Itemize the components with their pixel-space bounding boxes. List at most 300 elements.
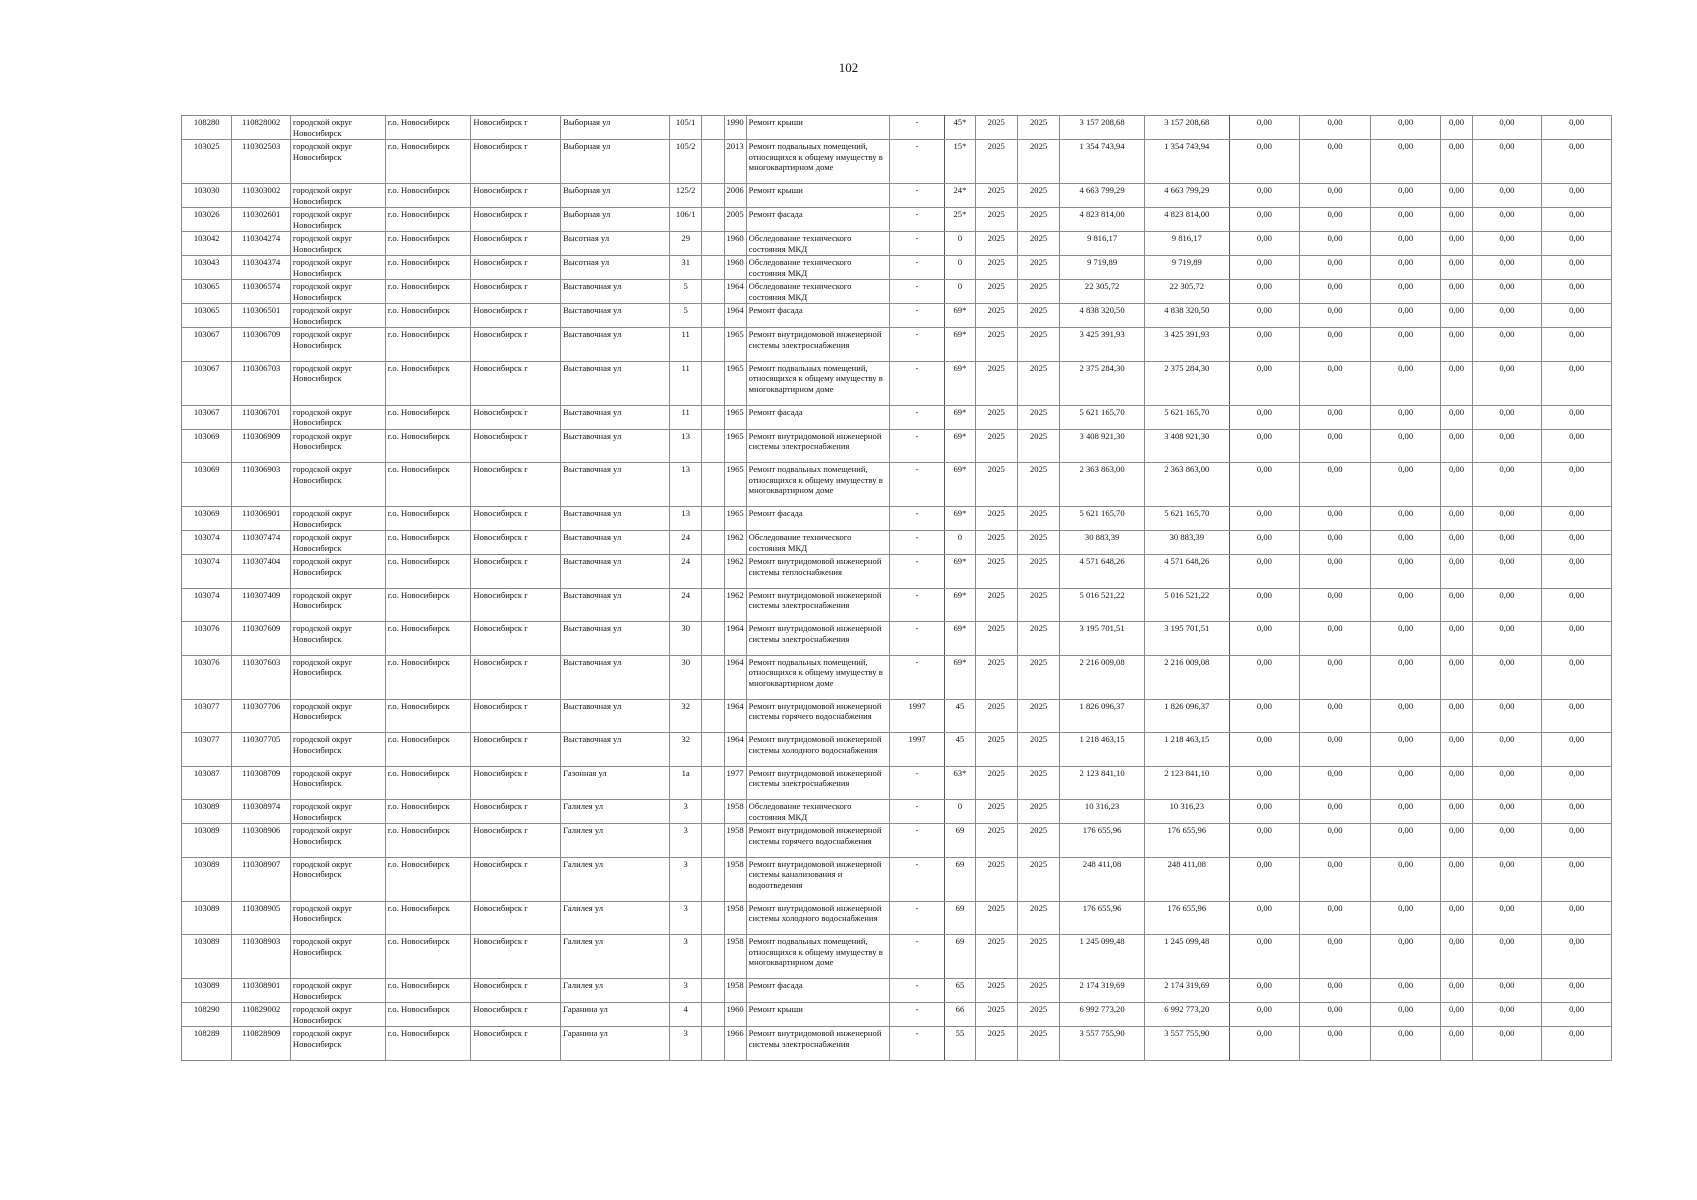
col-plan-from: 2025 bbox=[975, 361, 1017, 405]
col-f5: 0,00 bbox=[1472, 901, 1542, 935]
col-f3: 0,00 bbox=[1370, 1027, 1441, 1061]
col-plan-from: 2025 bbox=[975, 1027, 1017, 1061]
col-wear: 69 bbox=[945, 824, 975, 858]
col-district: г.о. Новосибирск bbox=[385, 655, 471, 699]
col-total: 176 655,96 bbox=[1060, 901, 1145, 935]
col-total: 22 305,72 bbox=[1060, 280, 1145, 304]
col-locality: Новосибирск г bbox=[471, 655, 561, 699]
col-total: 9 719,89 bbox=[1060, 256, 1145, 280]
col-year: 1960 bbox=[724, 256, 746, 280]
col-year: 1958 bbox=[724, 800, 746, 824]
col-id: 103076 bbox=[182, 655, 232, 699]
col-id: 103065 bbox=[182, 280, 232, 304]
col-municipality: городской округ Новосибирск bbox=[290, 405, 385, 429]
col-f1: 0,00 bbox=[1229, 429, 1300, 463]
col-municipality: городской округ Новосибирск bbox=[290, 1027, 385, 1061]
col-f1: 0,00 bbox=[1229, 280, 1300, 304]
col-f6: 0,00 bbox=[1542, 140, 1612, 184]
col-street: Выставочная ул bbox=[561, 463, 670, 507]
col-f3: 0,00 bbox=[1370, 361, 1441, 405]
col-f5: 0,00 bbox=[1472, 405, 1542, 429]
col-f3: 0,00 bbox=[1370, 1003, 1441, 1027]
col-total: 30 883,39 bbox=[1060, 531, 1145, 555]
col-code: 110829002 bbox=[232, 1003, 290, 1027]
col-district: г.о. Новосибирск bbox=[385, 328, 471, 362]
col-fund: 5 621 165,70 bbox=[1144, 507, 1229, 531]
col-code: 110306903 bbox=[232, 463, 290, 507]
col-last-repair: - bbox=[889, 555, 944, 589]
col-last-repair: - bbox=[889, 405, 944, 429]
col-last-repair: - bbox=[889, 208, 944, 232]
col-district: г.о. Новосибирск bbox=[385, 280, 471, 304]
col-f4: 0,00 bbox=[1441, 857, 1472, 901]
col-locality: Новосибирск г bbox=[471, 588, 561, 622]
col-total: 5 621 165,70 bbox=[1060, 507, 1145, 531]
col-year: 1965 bbox=[724, 507, 746, 531]
col-id: 103076 bbox=[182, 622, 232, 656]
col-last-repair: - bbox=[889, 655, 944, 699]
col-district: г.о. Новосибирск bbox=[385, 733, 471, 767]
col-house: 30 bbox=[670, 655, 702, 699]
col-id: 103067 bbox=[182, 328, 232, 362]
col-f5: 0,00 bbox=[1472, 555, 1542, 589]
col-fund: 6 992 773,20 bbox=[1144, 1003, 1229, 1027]
col-f3: 0,00 bbox=[1370, 800, 1441, 824]
col-street: Выборная ул bbox=[561, 116, 670, 140]
col-street: Выставочная ул bbox=[561, 699, 670, 733]
col-year: 2013 bbox=[724, 140, 746, 184]
col-street: Выставочная ул bbox=[561, 622, 670, 656]
col-empty bbox=[702, 979, 724, 1003]
col-plan-to: 2025 bbox=[1017, 800, 1059, 824]
col-work: Ремонт крыши bbox=[746, 116, 889, 140]
col-plan-from: 2025 bbox=[975, 463, 1017, 507]
col-municipality: городской округ Новосибирск bbox=[290, 140, 385, 184]
col-work: Обследование технического состояния МКД bbox=[746, 280, 889, 304]
col-id: 103089 bbox=[182, 824, 232, 858]
col-code: 110306709 bbox=[232, 328, 290, 362]
col-id: 103089 bbox=[182, 800, 232, 824]
col-empty bbox=[702, 184, 724, 208]
col-f4: 0,00 bbox=[1441, 1003, 1472, 1027]
col-last-repair: - bbox=[889, 361, 944, 405]
col-f6: 0,00 bbox=[1542, 256, 1612, 280]
col-f5: 0,00 bbox=[1472, 429, 1542, 463]
col-f5: 0,00 bbox=[1472, 935, 1542, 979]
col-code: 110307603 bbox=[232, 655, 290, 699]
col-f2: 0,00 bbox=[1300, 766, 1371, 800]
col-plan-to: 2025 bbox=[1017, 857, 1059, 901]
col-wear: 69* bbox=[945, 555, 975, 589]
col-plan-to: 2025 bbox=[1017, 555, 1059, 589]
col-district: г.о. Новосибирск bbox=[385, 463, 471, 507]
col-wear: 69* bbox=[945, 405, 975, 429]
col-empty bbox=[702, 405, 724, 429]
col-plan-from: 2025 bbox=[975, 429, 1017, 463]
col-f2: 0,00 bbox=[1300, 979, 1371, 1003]
col-plan-from: 2025 bbox=[975, 184, 1017, 208]
col-f6: 0,00 bbox=[1542, 800, 1612, 824]
col-f4: 0,00 bbox=[1441, 766, 1472, 800]
col-f6: 0,00 bbox=[1542, 555, 1612, 589]
col-code: 110307409 bbox=[232, 588, 290, 622]
col-work: Ремонт крыши bbox=[746, 184, 889, 208]
col-plan-from: 2025 bbox=[975, 655, 1017, 699]
col-wear: 0 bbox=[945, 256, 975, 280]
col-street: Выставочная ул bbox=[561, 733, 670, 767]
col-work: Ремонт подвальных помещений, относящихся к общему имуществу в многоквартирном доме bbox=[746, 140, 889, 184]
col-fund: 9 719,89 bbox=[1144, 256, 1229, 280]
col-f5: 0,00 bbox=[1472, 622, 1542, 656]
col-locality: Новосибирск г bbox=[471, 800, 561, 824]
col-f6: 0,00 bbox=[1542, 857, 1612, 901]
col-code: 110306574 bbox=[232, 280, 290, 304]
col-f6: 0,00 bbox=[1542, 1027, 1612, 1061]
col-f2: 0,00 bbox=[1300, 800, 1371, 824]
col-f3: 0,00 bbox=[1370, 766, 1441, 800]
col-id: 103026 bbox=[182, 208, 232, 232]
col-street: Выставочная ул bbox=[561, 361, 670, 405]
col-code: 110302601 bbox=[232, 208, 290, 232]
col-f4: 0,00 bbox=[1441, 463, 1472, 507]
col-f2: 0,00 bbox=[1300, 531, 1371, 555]
col-district: г.о. Новосибирск bbox=[385, 1027, 471, 1061]
col-empty bbox=[702, 622, 724, 656]
col-fund: 2 174 319,69 bbox=[1144, 979, 1229, 1003]
col-municipality: городской округ Новосибирск bbox=[290, 655, 385, 699]
col-year: 1960 bbox=[724, 1003, 746, 1027]
col-wear: 0 bbox=[945, 800, 975, 824]
col-code: 110308901 bbox=[232, 979, 290, 1003]
col-last-repair: - bbox=[889, 256, 944, 280]
col-plan-to: 2025 bbox=[1017, 699, 1059, 733]
col-plan-to: 2025 bbox=[1017, 766, 1059, 800]
col-municipality: городской округ Новосибирск bbox=[290, 507, 385, 531]
col-f2: 0,00 bbox=[1300, 429, 1371, 463]
col-id: 103077 bbox=[182, 733, 232, 767]
col-street: Гаранина ул bbox=[561, 1003, 670, 1027]
col-year: 1965 bbox=[724, 405, 746, 429]
col-locality: Новосибирск г bbox=[471, 184, 561, 208]
col-fund: 248 411,08 bbox=[1144, 857, 1229, 901]
col-plan-to: 2025 bbox=[1017, 405, 1059, 429]
col-f5: 0,00 bbox=[1472, 232, 1542, 256]
col-year: 1990 bbox=[724, 116, 746, 140]
col-empty bbox=[702, 116, 724, 140]
col-last-repair: - bbox=[889, 1003, 944, 1027]
col-f4: 0,00 bbox=[1441, 555, 1472, 589]
col-last-repair: - bbox=[889, 1027, 944, 1061]
col-f1: 0,00 bbox=[1229, 857, 1300, 901]
col-f1: 0,00 bbox=[1229, 588, 1300, 622]
col-f6: 0,00 bbox=[1542, 655, 1612, 699]
col-f1: 0,00 bbox=[1229, 256, 1300, 280]
col-total: 9 816,17 bbox=[1060, 232, 1145, 256]
col-f1: 0,00 bbox=[1229, 208, 1300, 232]
col-district: г.о. Новосибирск bbox=[385, 622, 471, 656]
col-district: г.о. Новосибирск bbox=[385, 901, 471, 935]
col-last-repair: - bbox=[889, 429, 944, 463]
col-street: Выставочная ул bbox=[561, 304, 670, 328]
col-empty bbox=[702, 555, 724, 589]
col-year: 1962 bbox=[724, 588, 746, 622]
col-municipality: городской округ Новосибирск bbox=[290, 588, 385, 622]
table-row bbox=[182, 208, 1612, 232]
table-row bbox=[182, 555, 1612, 589]
col-plan-from: 2025 bbox=[975, 733, 1017, 767]
col-work: Ремонт фасада bbox=[746, 304, 889, 328]
table-row bbox=[182, 824, 1612, 858]
col-f2: 0,00 bbox=[1300, 361, 1371, 405]
col-total: 1 826 096,37 bbox=[1060, 699, 1145, 733]
col-total: 6 992 773,20 bbox=[1060, 1003, 1145, 1027]
col-last-repair: - bbox=[889, 766, 944, 800]
col-year: 1964 bbox=[724, 655, 746, 699]
col-wear: 69* bbox=[945, 588, 975, 622]
col-id: 103025 bbox=[182, 140, 232, 184]
table-row bbox=[182, 116, 1612, 140]
col-total: 4 571 648,26 bbox=[1060, 555, 1145, 589]
col-id: 103074 bbox=[182, 555, 232, 589]
col-municipality: городской округ Новосибирск bbox=[290, 304, 385, 328]
col-last-repair: - bbox=[889, 232, 944, 256]
col-last-repair: - bbox=[889, 857, 944, 901]
col-id: 103074 bbox=[182, 588, 232, 622]
table-row bbox=[182, 766, 1612, 800]
col-f6: 0,00 bbox=[1542, 429, 1612, 463]
col-plan-from: 2025 bbox=[975, 622, 1017, 656]
col-work: Ремонт внутридомовой инженерной системы теплоснабжения bbox=[746, 555, 889, 589]
col-fund: 10 316,23 bbox=[1144, 800, 1229, 824]
col-district: г.о. Новосибирск bbox=[385, 588, 471, 622]
col-f6: 0,00 bbox=[1542, 699, 1612, 733]
col-last-repair: - bbox=[889, 304, 944, 328]
col-municipality: городской округ Новосибирск bbox=[290, 699, 385, 733]
col-f1: 0,00 bbox=[1229, 699, 1300, 733]
col-total: 2 375 284,30 bbox=[1060, 361, 1145, 405]
col-work: Обследование технического состояния МКД bbox=[746, 531, 889, 555]
col-last-repair: 1997 bbox=[889, 733, 944, 767]
col-id: 103089 bbox=[182, 979, 232, 1003]
col-f2: 0,00 bbox=[1300, 304, 1371, 328]
col-municipality: городской округ Новосибирск bbox=[290, 555, 385, 589]
col-fund: 176 655,96 bbox=[1144, 824, 1229, 858]
col-municipality: городской округ Новосибирск bbox=[290, 232, 385, 256]
col-plan-to: 2025 bbox=[1017, 979, 1059, 1003]
col-f2: 0,00 bbox=[1300, 208, 1371, 232]
col-empty bbox=[702, 733, 724, 767]
col-f2: 0,00 bbox=[1300, 555, 1371, 589]
col-f4: 0,00 bbox=[1441, 1027, 1472, 1061]
col-district: г.о. Новосибирск bbox=[385, 979, 471, 1003]
col-municipality: городской округ Новосибирск bbox=[290, 935, 385, 979]
col-year: 1977 bbox=[724, 766, 746, 800]
col-total: 3 195 701,51 bbox=[1060, 622, 1145, 656]
table-row bbox=[182, 622, 1612, 656]
col-f6: 0,00 bbox=[1542, 622, 1612, 656]
col-wear: 25* bbox=[945, 208, 975, 232]
col-year: 1966 bbox=[724, 1027, 746, 1061]
col-year: 2005 bbox=[724, 208, 746, 232]
col-total: 4 823 814,00 bbox=[1060, 208, 1145, 232]
col-work: Ремонт внутридомовой инженерной системы электроснабжения bbox=[746, 1027, 889, 1061]
col-f2: 0,00 bbox=[1300, 588, 1371, 622]
col-district: г.о. Новосибирск bbox=[385, 531, 471, 555]
col-last-repair: - bbox=[889, 622, 944, 656]
col-house: 13 bbox=[670, 429, 702, 463]
col-f1: 0,00 bbox=[1229, 116, 1300, 140]
col-fund: 22 305,72 bbox=[1144, 280, 1229, 304]
col-code: 110306501 bbox=[232, 304, 290, 328]
col-plan-from: 2025 bbox=[975, 766, 1017, 800]
col-district: г.о. Новосибирск bbox=[385, 1003, 471, 1027]
col-f2: 0,00 bbox=[1300, 733, 1371, 767]
col-f1: 0,00 bbox=[1229, 405, 1300, 429]
col-total: 5 621 165,70 bbox=[1060, 405, 1145, 429]
col-district: г.о. Новосибирск bbox=[385, 232, 471, 256]
table-row bbox=[182, 733, 1612, 767]
col-house: 30 bbox=[670, 622, 702, 656]
col-id: 108280 bbox=[182, 116, 232, 140]
col-locality: Новосибирск г bbox=[471, 766, 561, 800]
col-total: 2 174 319,69 bbox=[1060, 979, 1145, 1003]
col-empty bbox=[702, 361, 724, 405]
col-empty bbox=[702, 232, 724, 256]
col-empty bbox=[702, 531, 724, 555]
col-plan-to: 2025 bbox=[1017, 328, 1059, 362]
col-street: Галилея ул bbox=[561, 901, 670, 935]
col-street: Высотная ул bbox=[561, 256, 670, 280]
col-id: 103077 bbox=[182, 699, 232, 733]
col-year: 1962 bbox=[724, 555, 746, 589]
col-f1: 0,00 bbox=[1229, 463, 1300, 507]
col-last-repair: - bbox=[889, 507, 944, 531]
col-code: 110307609 bbox=[232, 622, 290, 656]
col-empty bbox=[702, 1003, 724, 1027]
col-plan-to: 2025 bbox=[1017, 361, 1059, 405]
col-f2: 0,00 bbox=[1300, 140, 1371, 184]
col-last-repair: - bbox=[889, 328, 944, 362]
col-district: г.о. Новосибирск bbox=[385, 824, 471, 858]
col-plan-from: 2025 bbox=[975, 824, 1017, 858]
col-work: Ремонт подвальных помещений, относящихся к общему имуществу в многоквартирном доме bbox=[746, 463, 889, 507]
col-f5: 0,00 bbox=[1472, 531, 1542, 555]
col-empty bbox=[702, 208, 724, 232]
col-f5: 0,00 bbox=[1472, 1003, 1542, 1027]
col-year: 1964 bbox=[724, 733, 746, 767]
col-last-repair: 1997 bbox=[889, 699, 944, 733]
col-f1: 0,00 bbox=[1229, 184, 1300, 208]
col-district: г.о. Новосибирск bbox=[385, 699, 471, 733]
col-wear: 69* bbox=[945, 304, 975, 328]
col-f6: 0,00 bbox=[1542, 463, 1612, 507]
col-f3: 0,00 bbox=[1370, 232, 1441, 256]
col-year: 1964 bbox=[724, 622, 746, 656]
col-f3: 0,00 bbox=[1370, 405, 1441, 429]
col-code: 110828909 bbox=[232, 1027, 290, 1061]
col-code: 110308906 bbox=[232, 824, 290, 858]
col-street: Выставочная ул bbox=[561, 588, 670, 622]
table-row bbox=[182, 405, 1612, 429]
col-f5: 0,00 bbox=[1472, 208, 1542, 232]
col-f2: 0,00 bbox=[1300, 622, 1371, 656]
col-plan-to: 2025 bbox=[1017, 733, 1059, 767]
col-locality: Новосибирск г bbox=[471, 901, 561, 935]
col-id: 103065 bbox=[182, 304, 232, 328]
col-fund: 4 838 320,50 bbox=[1144, 304, 1229, 328]
col-f4: 0,00 bbox=[1441, 429, 1472, 463]
col-total: 1 354 743,94 bbox=[1060, 140, 1145, 184]
col-locality: Новосибирск г bbox=[471, 857, 561, 901]
col-house: 29 bbox=[670, 232, 702, 256]
col-plan-to: 2025 bbox=[1017, 507, 1059, 531]
col-house: 3 bbox=[670, 935, 702, 979]
col-plan-from: 2025 bbox=[975, 800, 1017, 824]
col-id: 103087 bbox=[182, 766, 232, 800]
table-row bbox=[182, 304, 1612, 328]
col-municipality: городской округ Новосибирск bbox=[290, 901, 385, 935]
col-f4: 0,00 bbox=[1441, 507, 1472, 531]
col-code: 110306701 bbox=[232, 405, 290, 429]
col-f2: 0,00 bbox=[1300, 328, 1371, 362]
col-work: Ремонт внутридомовой инженерной системы электроснабжения bbox=[746, 588, 889, 622]
col-fund: 1 826 096,37 bbox=[1144, 699, 1229, 733]
table-row bbox=[182, 935, 1612, 979]
col-f4: 0,00 bbox=[1441, 328, 1472, 362]
col-plan-to: 2025 bbox=[1017, 208, 1059, 232]
col-plan-to: 2025 bbox=[1017, 463, 1059, 507]
col-f5: 0,00 bbox=[1472, 361, 1542, 405]
col-plan-from: 2025 bbox=[975, 901, 1017, 935]
col-house: 3 bbox=[670, 800, 702, 824]
col-street: Галилея ул bbox=[561, 857, 670, 901]
col-plan-to: 2025 bbox=[1017, 1027, 1059, 1061]
table-row bbox=[182, 901, 1612, 935]
col-locality: Новосибирск г bbox=[471, 622, 561, 656]
col-plan-from: 2025 bbox=[975, 140, 1017, 184]
col-municipality: городской округ Новосибирск bbox=[290, 766, 385, 800]
col-f6: 0,00 bbox=[1542, 361, 1612, 405]
col-work: Ремонт крыши bbox=[746, 1003, 889, 1027]
col-f3: 0,00 bbox=[1370, 555, 1441, 589]
col-plan-to: 2025 bbox=[1017, 655, 1059, 699]
col-f6: 0,00 bbox=[1542, 328, 1612, 362]
col-municipality: городской округ Новосибирск bbox=[290, 280, 385, 304]
col-last-repair: - bbox=[889, 184, 944, 208]
col-work: Ремонт фасада bbox=[746, 507, 889, 531]
col-code: 110302503 bbox=[232, 140, 290, 184]
col-locality: Новосибирск г bbox=[471, 555, 561, 589]
col-id: 103043 bbox=[182, 256, 232, 280]
col-plan-to: 2025 bbox=[1017, 232, 1059, 256]
col-work: Ремонт внутридомовой инженерной системы холодного водоснабжения bbox=[746, 733, 889, 767]
col-code: 110308907 bbox=[232, 857, 290, 901]
col-plan-to: 2025 bbox=[1017, 184, 1059, 208]
col-f4: 0,00 bbox=[1441, 622, 1472, 656]
col-empty bbox=[702, 328, 724, 362]
col-wear: 0 bbox=[945, 280, 975, 304]
col-f2: 0,00 bbox=[1300, 699, 1371, 733]
col-street: Высотная ул bbox=[561, 232, 670, 256]
col-year: 1960 bbox=[724, 232, 746, 256]
col-year: 1965 bbox=[724, 463, 746, 507]
col-district: г.о. Новосибирск bbox=[385, 304, 471, 328]
col-f2: 0,00 bbox=[1300, 935, 1371, 979]
col-f4: 0,00 bbox=[1441, 184, 1472, 208]
col-locality: Новосибирск г bbox=[471, 280, 561, 304]
table-row bbox=[182, 429, 1612, 463]
col-municipality: городской округ Новосибирск bbox=[290, 463, 385, 507]
